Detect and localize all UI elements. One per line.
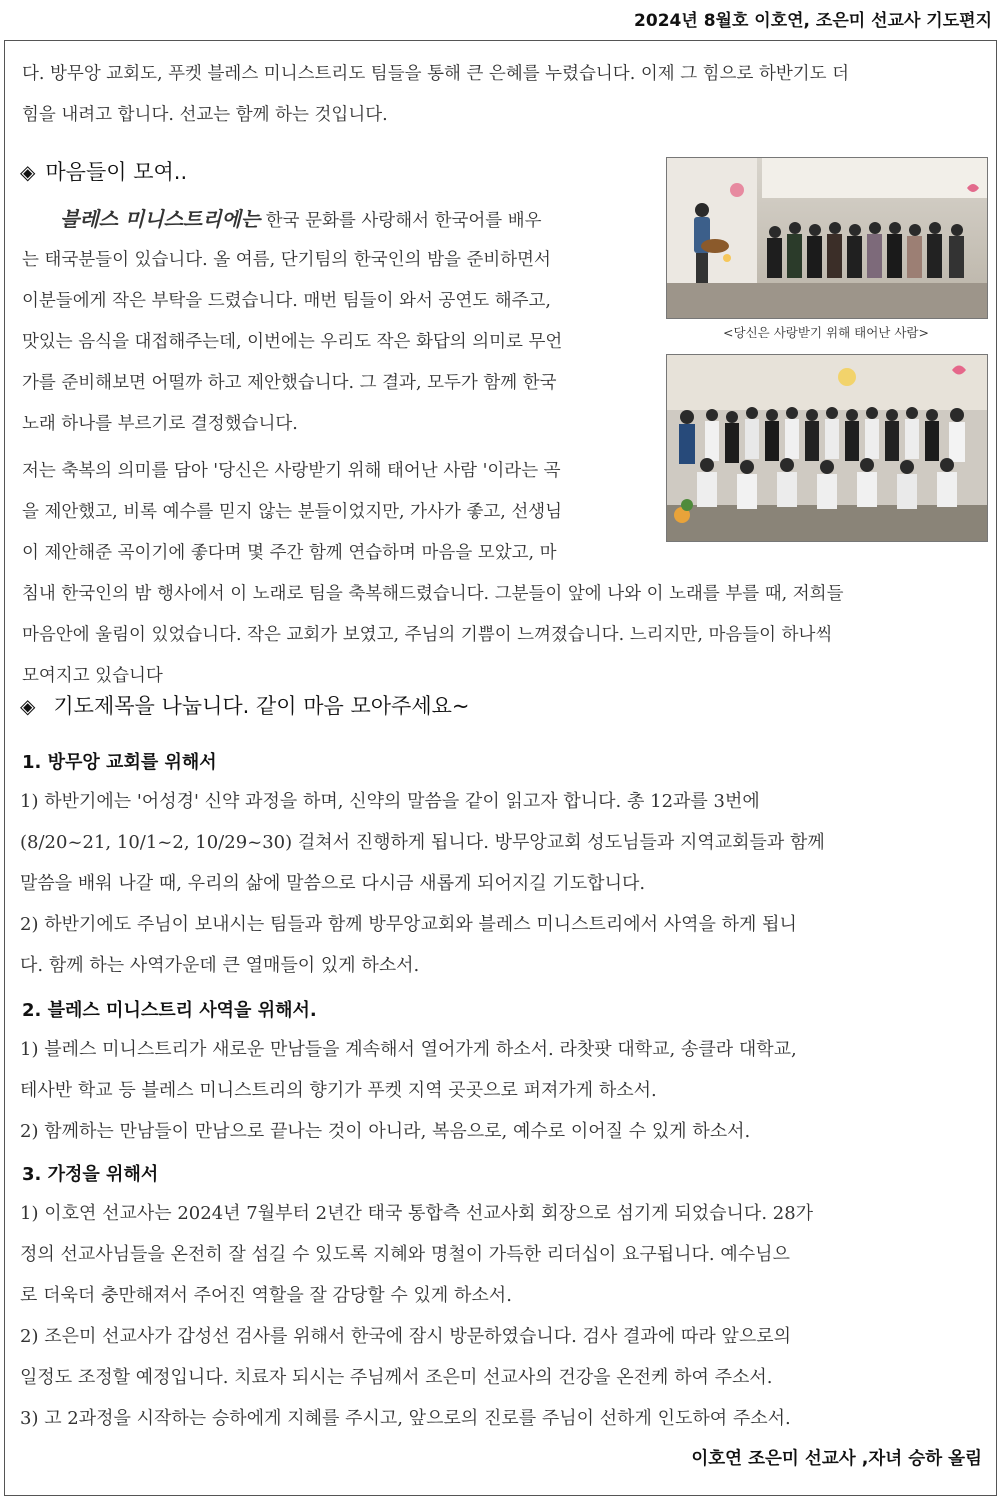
prayer-topic-1-line-2: (8/20~21, 10/1~2, 10/29~30) 걸쳐서 진행하게 됩니다. 방무앙교회 성도님들과 지역교회들과 함께 — [20, 832, 825, 853]
prayer-topic-2-line-2: 테사반 학교 등 블레스 미니스트리의 향기가 푸켓 지역 곳곳으로 퍼져가게 하소서. — [20, 1080, 657, 1101]
prayer-topic-3-line-2: 정의 선교사님들을 온전히 잘 섬길 수 있도록 지혜와 명철이 가득한 리더십이 요구됩니다. 예수님으 — [20, 1244, 790, 1265]
prayer-topic-1-line-1: 1) 하반기에는 '어성경' 신약 과정을 하며, 신약의 말씀을 같이 읽고자 합니다. 총 12과를 3번에 — [20, 791, 760, 812]
intro-line-1: 다. 방무앙 교회도, 푸켓 블레스 미니스트리도 팀들을 통해 큰 은혜를 누렸습니다. 이제 그 힘으로 하반기도 더 — [22, 64, 850, 84]
section-heading-text: 마음들이 모여.. — [45, 160, 188, 184]
prayer-topic-3-line-5: 일정도 조정할 예정입니다. 치료자 되시는 주님께서 조은미 선교사의 건강을 온전케 하여 주소서. — [20, 1367, 773, 1388]
section-heading-gathering — [20, 156, 187, 186]
photo-singing-group — [666, 157, 988, 319]
prayer-topic-1-line-3: 말씀을 배워 나갈 때, 우리의 삶에 말씀으로 다시금 새롭게 되어지길 기도합니다. — [20, 873, 646, 894]
prayer-topic-2-line-1: 1) 블레스 미니스트리가 새로운 만남들을 계속해서 열어가게 하소서. 라찻팟 대학교, 송클라 대학교, — [20, 1039, 797, 1060]
photo-singing-group-image — [667, 158, 987, 318]
section-heading-prayer — [20, 690, 470, 720]
section1-para2-line-1: 저는 축복의 의미를 담아 '당신은 사랑받기 위해 태어난 사람 '이라는 곡 — [22, 461, 561, 481]
prayer-topic-3-line-4: 2) 조은미 선교사가 갑성선 검사를 위해서 한국에 잠시 방문하였습니다. 검사 결과에 따라 앞으로의 — [20, 1326, 791, 1347]
prayer-topic-3-title: 3. 가정을 위해서 — [22, 1164, 159, 1185]
prayer-topic-3-line-1: 1) 이호연 선교사는 2024년 7월부터 2년간 태국 통합측 선교사회 회장으로 섬기게 되었습니다. 28가 — [20, 1203, 814, 1224]
photo-group-gathering — [666, 354, 988, 542]
prayer-topic-1-title: 1. 방무앙 교회를 위해서 — [22, 752, 217, 773]
prayer-topic-2-line-3: 2) 함께하는 만남들이 만남으로 끝나는 것이 아니라, 복음으로, 예수로 이어질 수 있게 하소서. — [20, 1121, 751, 1142]
section1-line-3: 이분들에게 작은 부탁을 드렸습니다. 매번 팀들이 와서 공연도 해주고, — [22, 291, 551, 311]
section1-line-2: 는 태국분들이 있습니다. 올 여름, 단기팀의 한국인의 밤을 준비하면서 — [22, 250, 551, 270]
section1-para2-line-5: 마음안에 울림이 있었습니다. 작은 교회가 보였고, 주님의 기쁨이 느껴졌습니다. 느리지만, 마음들이 하나씩 — [22, 625, 833, 645]
prayer-topic-2-title: 2. 블레스 미니스트리 사역을 위해서. — [22, 1000, 317, 1021]
prayer-topic-1-line-5: 다. 함께 하는 사역가운데 큰 열매들이 있게 하소서. — [20, 955, 420, 976]
section-heading-text: 기도제목을 나눕니다. 같이 마음 모아주세요~ — [53, 694, 470, 718]
section1-line-6: 노래 하나를 부르기로 결정했습니다. — [22, 414, 298, 434]
section1-para2-line-3: 이 제안해준 곡이기에 좋다며 몇 주간 함께 연습하며 마음을 모았고, 마 — [22, 543, 557, 563]
section1-para2-line-2: 을 제안했고, 비록 예수를 믿지 않는 분들이었지만, 가사가 좋고, 선생님 — [22, 502, 563, 522]
prayer-topic-3-line-6: 3) 고 2과정을 시작하는 승하에게 지혜를 주시고, 앞으로의 진로를 주님이 선하게 인도하여 주소서. — [20, 1408, 791, 1429]
section1-para2-line-4: 침내 한국인의 밤 행사에서 이 노래로 팀을 축복해드렸습니다. 그분들이 앞에 나와 이 노래를 부를 때, 저희들 — [22, 584, 844, 604]
letter-header — [0, 0, 1002, 38]
diamond-bullet-icon: ◈ — [20, 160, 36, 184]
lead-emphasis: 블레스 미니스트리에는 — [60, 207, 261, 231]
section1-line-1 — [22, 203, 542, 238]
intro-line-2: 힘을 내려고 합니다. 선교는 함께 하는 것입니다. — [22, 105, 388, 125]
prayer-topic-3-line-3: 로 더욱더 충만해져서 주어진 역할을 잘 감당할 수 있게 하소서. — [20, 1285, 512, 1306]
section1-line-4: 맛있는 음식을 대접해주는데, 이번에는 우리도 작은 화답의 의미로 무언 — [22, 332, 563, 352]
photo-group-gathering-image — [667, 355, 987, 541]
signature: 이호연 조은미 선교사 ,자녀 승하 올림 — [691, 1449, 982, 1469]
letter-title: 2024년 8월호 이호연, 조은미 선교사 기도편지 — [634, 11, 992, 31]
section1-line-5: 가를 준비해보면 어떨까 하고 제안했습니다. 그 결과, 모두가 함께 한국 — [22, 373, 557, 393]
prayer-topic-1-line-4: 2) 하반기에도 주님이 보내시는 팀들과 함께 방무앙교회와 블레스 미니스트리에서 사역을 하게 됩니 — [20, 914, 797, 935]
photo-caption: <당신은 사랑받기 위해 태어난 사람> — [723, 325, 929, 340]
section1-text: 한국 문화를 사랑해서 한국어를 배우 — [265, 211, 542, 231]
section1-para2-line-6: 모여지고 있습니다 — [22, 666, 163, 686]
diamond-bullet-icon: ◈ — [20, 694, 36, 718]
